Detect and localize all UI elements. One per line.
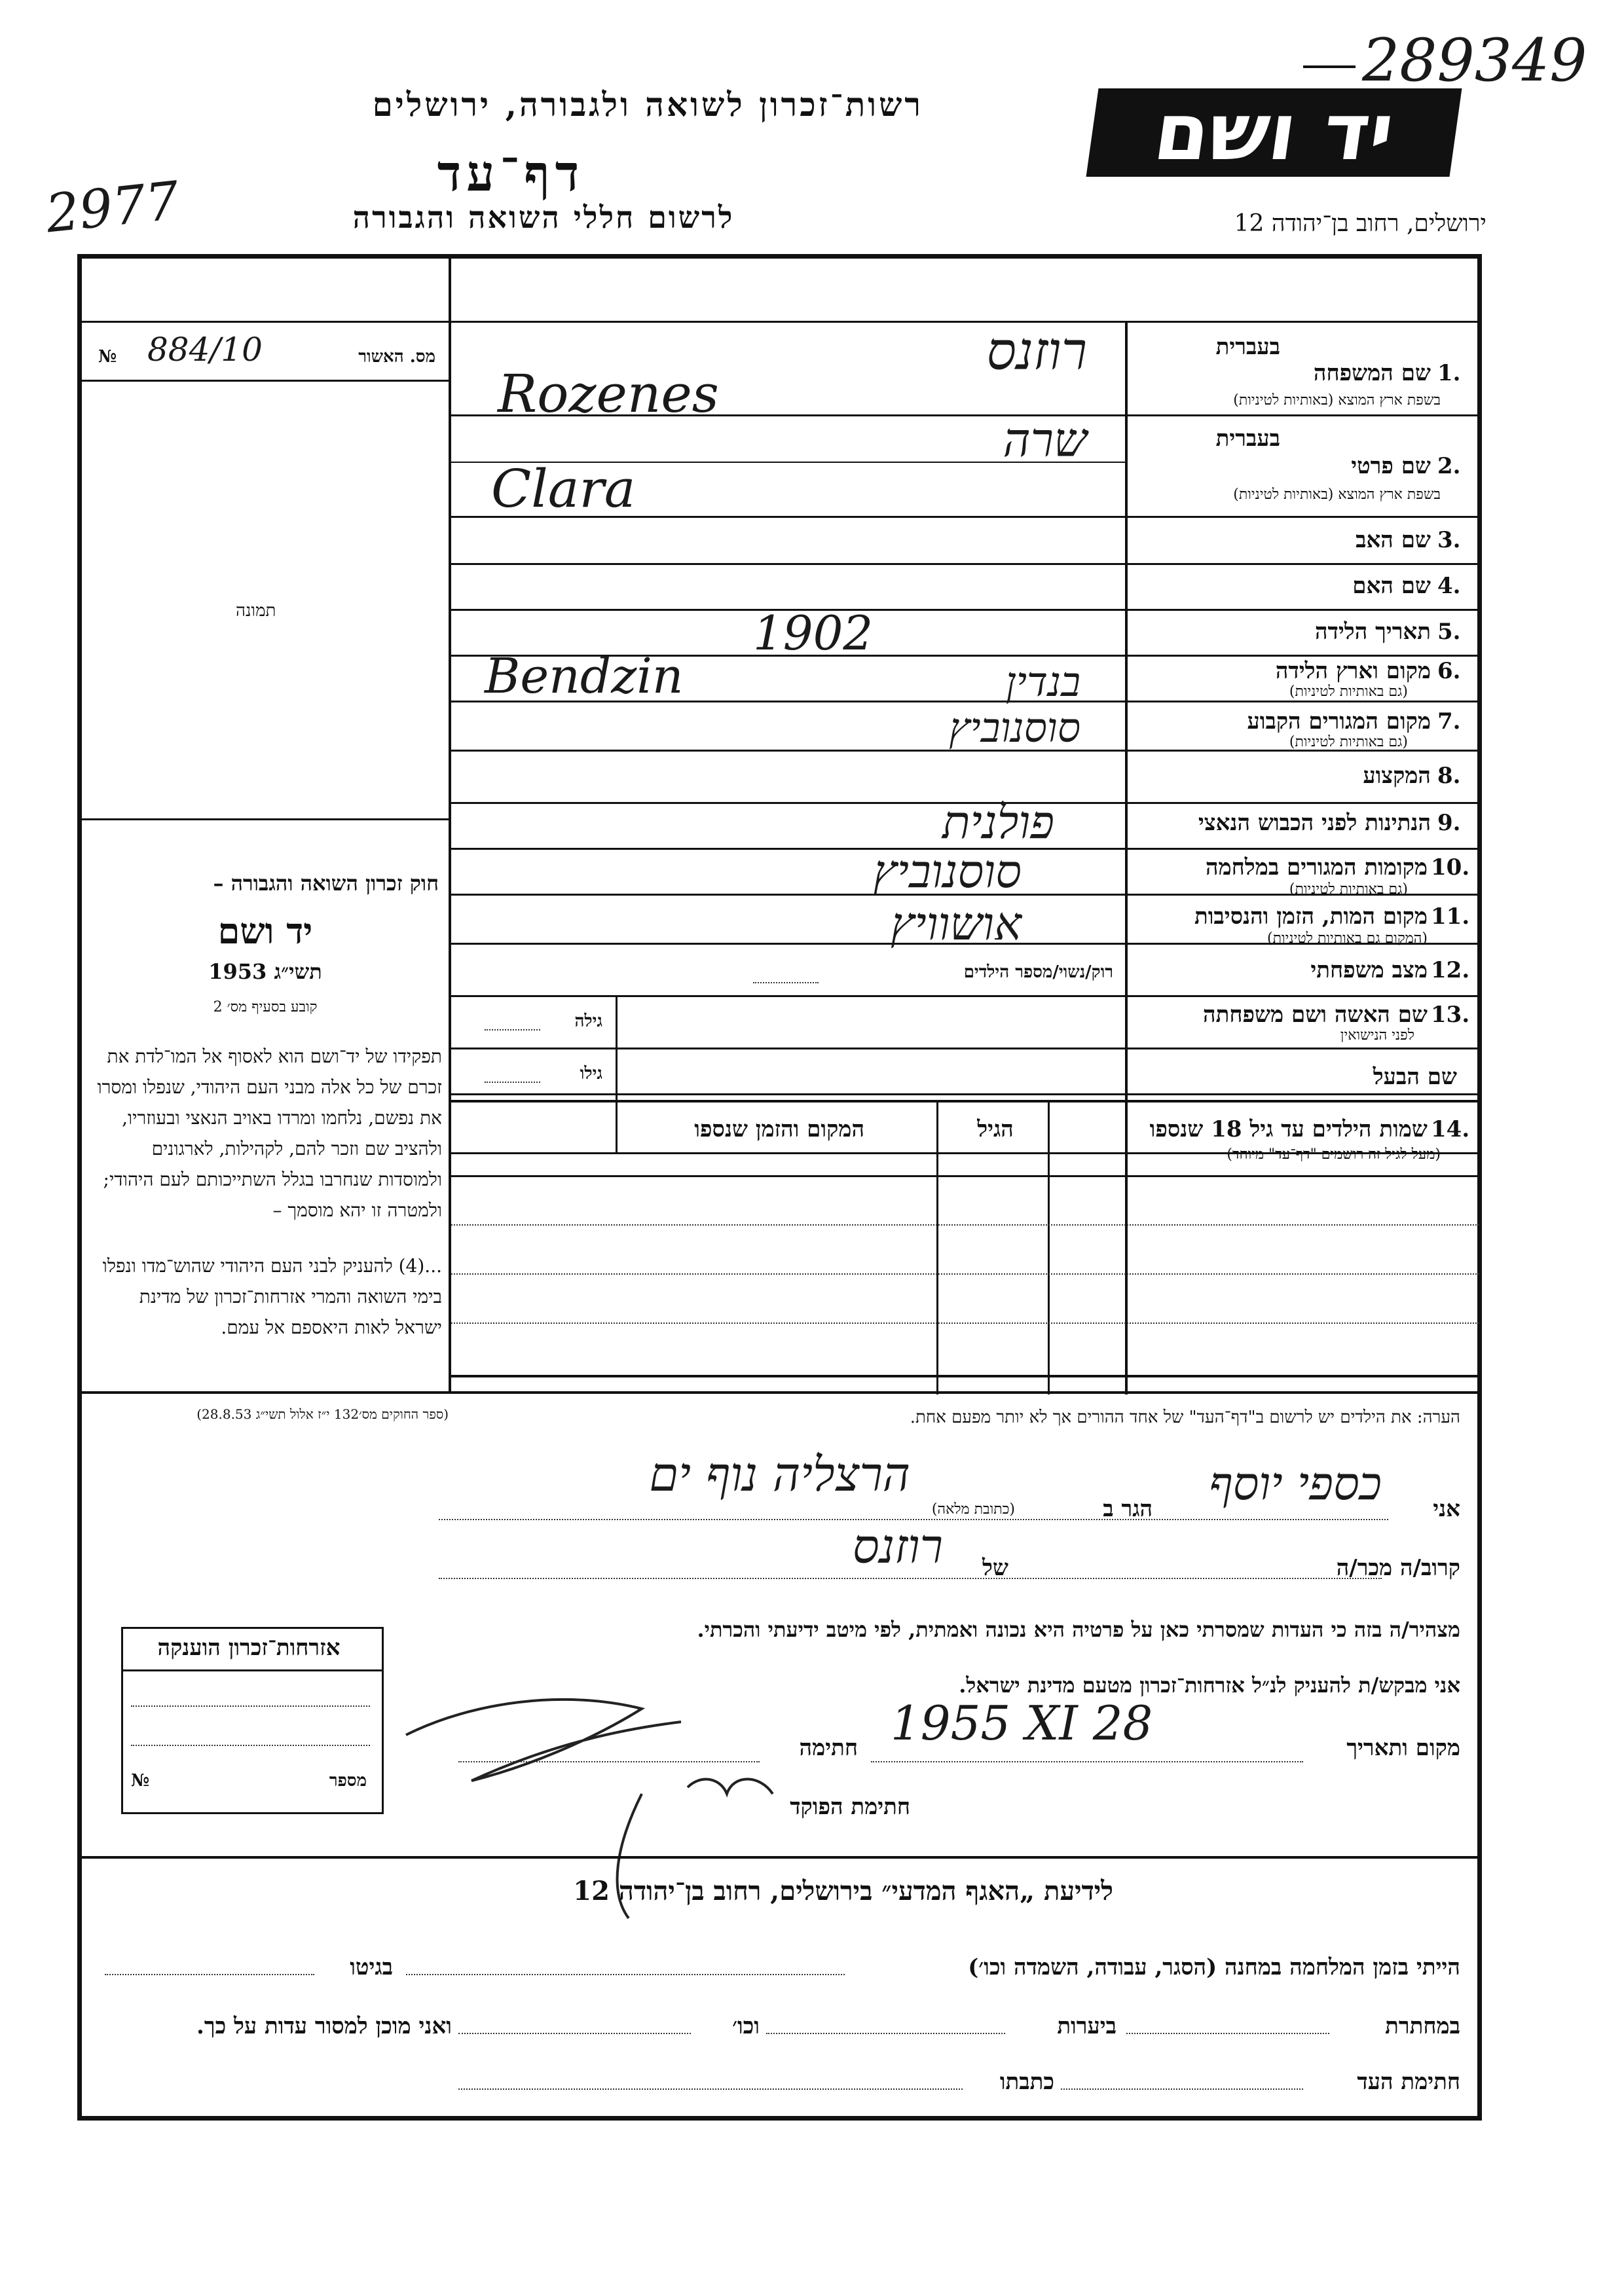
children-col-divider xyxy=(1048,1100,1050,1394)
children-label: שמות הילדים עד גיל 18 שנספו xyxy=(1149,1116,1428,1142)
document-title: דף־עד xyxy=(437,144,585,202)
law-name: יד ושם xyxy=(217,910,313,952)
footer-top-line xyxy=(82,1856,1480,1859)
row-subline xyxy=(451,563,1126,564)
field-6-sub: (גם באותיות לטיניות) xyxy=(1289,683,1408,700)
field-13-sub: לפני הנישואין xyxy=(1340,1027,1414,1044)
approval-no-sign: № xyxy=(98,347,117,367)
approval-label: מס. האשור xyxy=(358,347,435,367)
field-6-value-hebrew[interactable]: בנדין xyxy=(1005,658,1080,706)
field-7-label: מקום המגורים הקבוע xyxy=(1247,708,1431,735)
statement: מצהיר/ה בזה כי העדות שמסרתי כאן על פרטיה היא נכונה ואמתית, לפי מיטב ידיעתי והכרתי. xyxy=(697,1617,1460,1642)
field-8-label: המקצוע xyxy=(1363,763,1431,789)
field-9-number: 9. xyxy=(1437,810,1461,836)
field-6-label: מקום וארץ הלידה xyxy=(1275,658,1431,684)
children-place-header: המקום והזמן שנספו xyxy=(694,1116,864,1142)
field-12-extra: רוק/נשוי/מספר הילדים xyxy=(963,962,1113,982)
signature-label: חתימה xyxy=(799,1735,858,1761)
footer-ghetto-label: בגיטו xyxy=(350,1954,393,1980)
field-10-value[interactable]: סוסנוביץ xyxy=(873,845,1022,898)
row-line xyxy=(451,609,1479,611)
residing-value[interactable]: הרצליה נוף ים xyxy=(649,1447,910,1502)
frame-top xyxy=(77,254,1482,259)
field-11-value[interactable]: אושוויץ xyxy=(890,897,1022,951)
field-7-value[interactable]: סוסנוביץ xyxy=(949,704,1080,752)
children-bottom-line xyxy=(451,1375,1479,1377)
field-3-number: 3. xyxy=(1437,527,1461,553)
footer-underground-dotline[interactable] xyxy=(1126,2033,1329,2034)
field-11-number: 11. xyxy=(1431,903,1470,930)
frame-bottom xyxy=(77,2116,1482,2121)
footer-etc-label: וכו׳ xyxy=(732,2013,760,2039)
field-10-number: 10. xyxy=(1431,854,1470,881)
law-year: תשי״ג 1953 xyxy=(208,959,322,984)
field-12-label: מצב משפחתי xyxy=(1310,957,1428,983)
field-10-sub: (גם באותיות לטיניות) xyxy=(1289,881,1408,898)
children-col-divider xyxy=(936,1100,938,1394)
row-line xyxy=(451,1093,1479,1095)
field-2-sub: בשפת ארץ המוצא (באותיות לטיניות) xyxy=(1233,486,1441,503)
field-9-label: הנתינות לפני הכבוש הנאצי xyxy=(1198,810,1431,836)
footer-witness-dotline[interactable] xyxy=(1061,2088,1303,2090)
children-sub: (מעל לגיל זה רושמים "דף־עד" מיוחד) xyxy=(1227,1146,1441,1163)
frame-right xyxy=(1477,254,1482,2120)
field-2-label: שם פרטי xyxy=(1351,453,1431,479)
field-12-number: 12. xyxy=(1431,957,1470,983)
field-13-number: 13. xyxy=(1431,1002,1470,1028)
residing-sub: (כתובת מלאה) xyxy=(931,1501,1015,1518)
citizenship-box-title: אזרחות־זכרון הוענקה xyxy=(157,1635,341,1661)
place-date-label: מקום ותאריך xyxy=(1346,1735,1460,1761)
citizenship-box-divider xyxy=(121,1669,382,1671)
field-1-number: 1. xyxy=(1437,360,1461,386)
footer-underground-label: במחתרת xyxy=(1385,2013,1460,2039)
footer-title: לידיעת „האגף המדעי״ בירושלים, רחוב בן־יהודה 12 xyxy=(573,1876,1113,1906)
of-label: של xyxy=(982,1555,1008,1581)
left-column-divider xyxy=(449,259,451,1391)
of-dotline xyxy=(439,1578,1382,1579)
request: אני מבקש/ת להעניק לנ״ל אזרחות־זכרון מטעם מדינת ישראל. xyxy=(959,1673,1460,1698)
approval-line xyxy=(82,380,449,382)
stamp-dash xyxy=(1303,65,1356,68)
relative-label: קרוב/ה מכר/ה xyxy=(1336,1555,1460,1581)
row-line xyxy=(451,1048,1479,1049)
footer-etc-dotline[interactable] xyxy=(458,2033,691,2034)
field-8-number: 8. xyxy=(1437,763,1461,789)
handwritten-id: 2977 xyxy=(43,170,182,245)
field-12-dotline[interactable] xyxy=(753,982,819,983)
authority-name: רשות־זכרון לשואה ולגבורה, ירושלים xyxy=(372,85,923,124)
field-7-number: 7. xyxy=(1437,708,1461,735)
field-13-age-dotline[interactable] xyxy=(485,1029,540,1030)
citizenship-number-label: מספר xyxy=(329,1771,367,1791)
footer-forests-label: ביערות xyxy=(1057,2013,1116,2039)
officer-signature-label: חתימת הפוקד xyxy=(790,1794,910,1820)
citizenship-number-sign: № xyxy=(131,1771,150,1791)
law-text-1: תפקידו של יד־ושם הוא לאסוף אל המו־לדת את זכרם של כל אלה מבני העם היהודי, שנפלו ומסרו את נפשם, נלחמו ומרדו באויב הנאצי ובעוזריו, ולהציב שם וזכר להם, לקהילות, לארגונים ולמוסדות שנחרבו בגלל השתייכותם לעם היהודי; ולמטרה זו יהא מוסמך – xyxy=(97,1046,442,1221)
children-number: 14. xyxy=(1431,1116,1470,1142)
husband-label: שם הבעל xyxy=(1373,1064,1457,1090)
footer-camp-label: הייתי בזמן המלחמה במחנה (הסגר, עבודה, השמדה וכו׳) xyxy=(968,1954,1460,1980)
row-line xyxy=(451,995,1479,997)
photo-label: תמונה xyxy=(236,601,276,621)
children-row[interactable] xyxy=(451,1322,1479,1324)
footer-ghetto-dotline[interactable] xyxy=(105,1974,314,1975)
frame-left xyxy=(77,254,82,2120)
citizenship-dotline[interactable] xyxy=(131,1745,370,1746)
label-column-divider xyxy=(1125,321,1128,1394)
field-1-label: שם המשפחה xyxy=(1313,360,1431,386)
declarant-name[interactable]: כספי יוסף xyxy=(1209,1457,1382,1510)
photo-bottom-line xyxy=(82,818,449,820)
field-9-value[interactable]: פולנית xyxy=(942,795,1054,849)
section-line xyxy=(82,1391,1480,1394)
field-2-tag: בעברית xyxy=(1215,426,1280,452)
footer-forests-dotline[interactable] xyxy=(766,2033,1005,2034)
field-6-number: 6. xyxy=(1437,658,1461,684)
of-value[interactable]: רוזנס xyxy=(852,1519,943,1574)
law-text-2: ...(4) להעניק לבני העם היהודי שהוש־מדו ונפלו בימי השואה והמרי אזרחות־זכרון של מדינת ישראל לאות היאספם אל עמם. xyxy=(102,1255,442,1338)
field-11-sub: (המקום גם באותיות לטיניות) xyxy=(1267,930,1428,947)
children-age-header: הגיל xyxy=(977,1116,1014,1142)
field-4-label: שם האם xyxy=(1352,573,1431,599)
children-top-line xyxy=(451,1100,1479,1102)
field-11-label: מקום המות, הזמן והנסיבות xyxy=(1194,903,1428,930)
field-5-label: תאריך הלידה xyxy=(1314,619,1431,645)
husband-age-label: גילו xyxy=(580,1064,602,1084)
field-1-value-hebrew[interactable]: רוזנס xyxy=(986,321,1087,382)
field-1-sub: בשפת ארץ המוצא (באותיות לטיניות) xyxy=(1233,392,1441,409)
field-2-value-latin[interactable]: Clara xyxy=(491,458,636,519)
field-7-sub: (גם באותיות לטיניות) xyxy=(1289,734,1408,750)
declarant-label: אני xyxy=(1433,1496,1460,1522)
children-row[interactable] xyxy=(451,1273,1479,1275)
address: ירושלים, רחוב בן־יהודה 12 xyxy=(1234,210,1486,237)
law-reference: (ספר החוקים מס׳132 י״ז אלול תשי״ג 28.8.53) xyxy=(196,1406,449,1422)
children-row[interactable] xyxy=(451,1224,1479,1226)
field-5-value[interactable]: 1902 xyxy=(753,606,874,661)
residing-label: הגר ב xyxy=(1103,1496,1153,1522)
husband-age-dotline[interactable] xyxy=(485,1082,540,1083)
footer-witness-signature-label: חתימת העד xyxy=(1357,2069,1460,2095)
place-date-value[interactable]: 1955 XI 28 xyxy=(891,1696,1153,1751)
law-clause: קובע בסעיף מס׳ 2 xyxy=(213,999,318,1015)
field-10-label: מקומות המגורים במלחמה xyxy=(1205,854,1428,881)
field-3-label: שם האב xyxy=(1356,527,1431,553)
note: הערה: את הילדים יש לרשום ב"דף־העד" של אחד ההורים אך לא יותר מפעם אחת. xyxy=(910,1408,1460,1427)
children-header-line xyxy=(451,1175,1479,1177)
field-1-tag: בעברית xyxy=(1215,334,1280,360)
field-1-value-latin[interactable]: Rozenes xyxy=(498,363,719,424)
citizenship-dotline[interactable] xyxy=(131,1705,370,1707)
field-5-number: 5. xyxy=(1437,619,1461,645)
footer-address-dotline[interactable] xyxy=(458,2088,963,2090)
field-6-value-latin[interactable]: Bendzin xyxy=(485,648,684,704)
document-purpose: לרשום חללי השואה והגבורה xyxy=(352,200,735,235)
law-title: חוק זכרון השואה והגבורה – xyxy=(213,871,439,896)
field-2-value-hebrew[interactable]: שרה xyxy=(1003,412,1087,467)
field-2-number: 2. xyxy=(1437,453,1461,479)
field-13-label: שם האשה ושם משפחתה xyxy=(1203,1002,1428,1028)
field-13-age-label: גילה xyxy=(574,1011,602,1031)
field-4-number: 4. xyxy=(1437,573,1461,599)
footer-testimony-label: ואני מוכן למסור עדות על כך. xyxy=(196,2013,452,2039)
yad-vashem-logo: יד ושם xyxy=(1086,88,1462,177)
stamp-number: 289349 xyxy=(1362,26,1587,95)
approval-value: 884/10 xyxy=(147,331,263,369)
footer-address-label: כתבתו xyxy=(999,2069,1054,2095)
footer-camp-dotline[interactable] xyxy=(406,1974,845,1975)
